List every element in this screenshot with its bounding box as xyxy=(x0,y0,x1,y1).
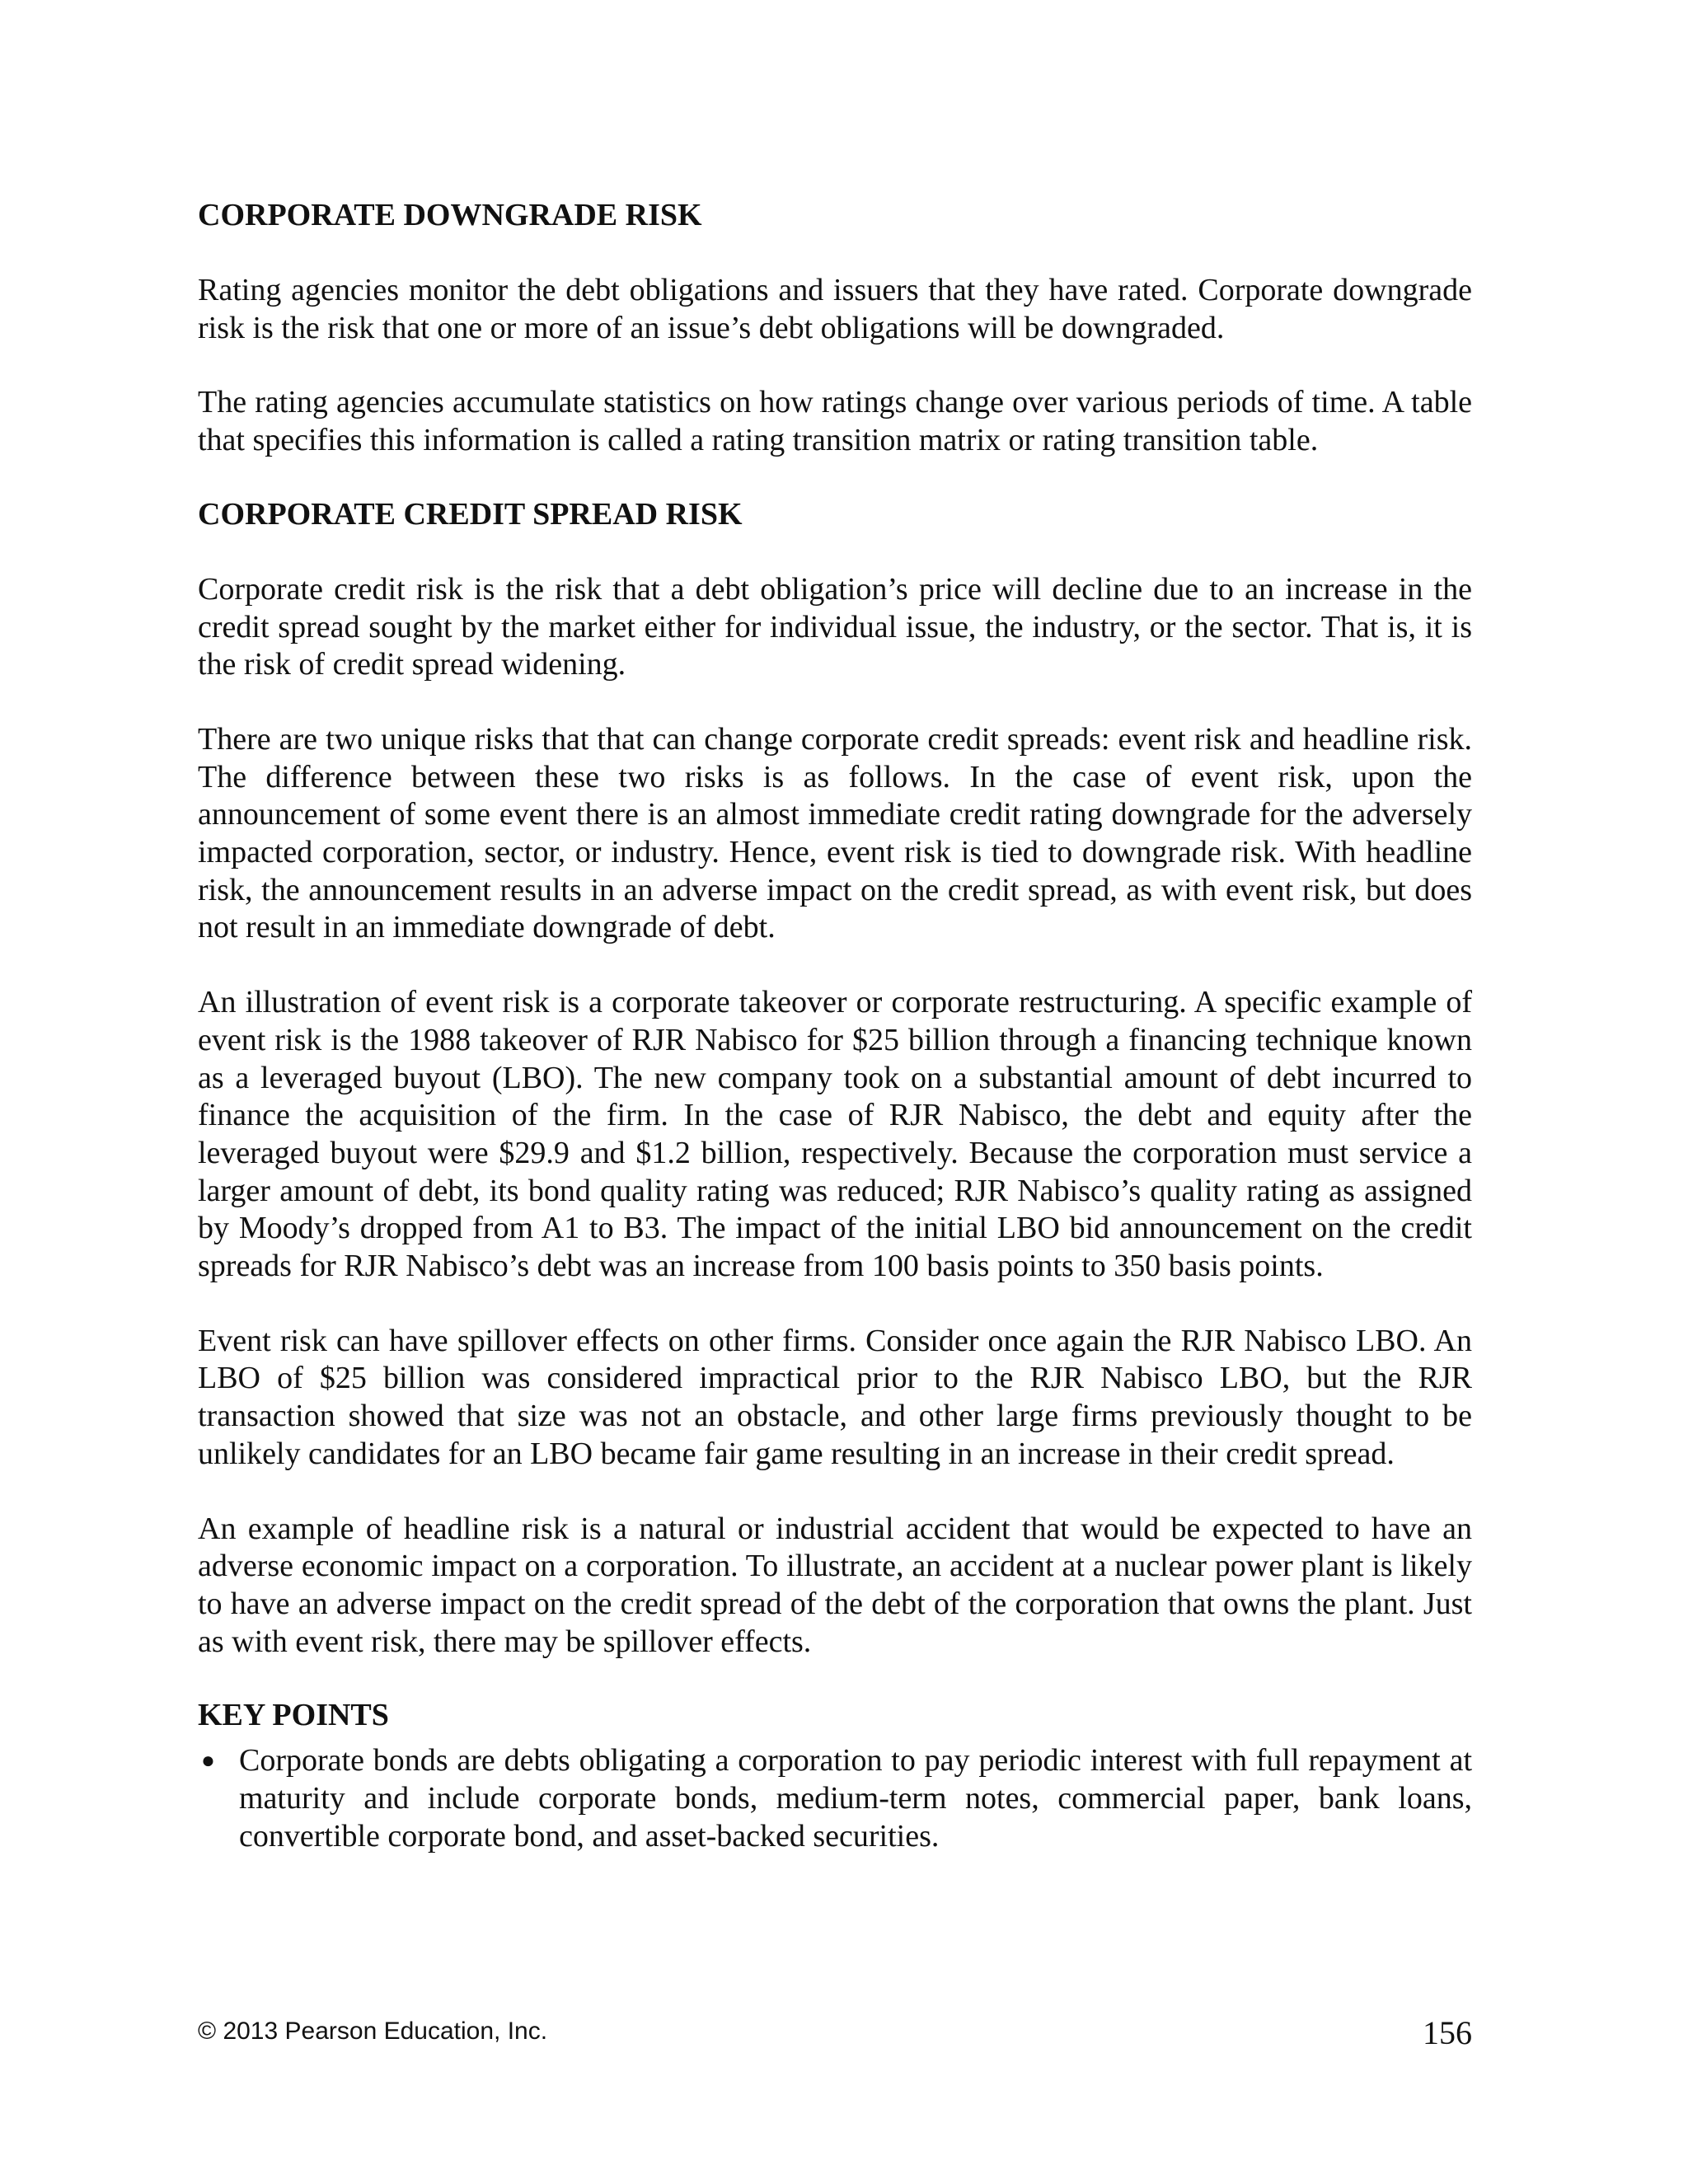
paragraph-spread-2: There are two unique risks that that can change corporate credit spreads: event risk and headline risk. The difference between these two risks is as follows. In the case of event risk, upon the announcement of some event there is an almost immediate credit rating downgrade for the adversely impacted corporation, sector, or industry. Hence, event risk is tied to downgrade risk. With headline risk, the announcement results in an adverse impact on the credit spread, as with event risk, but does not result in an immediate downgrade of debt. xyxy=(198,721,1472,945)
paragraph-downgrade-2: The rating agencies accumulate statistics on how ratings change over various periods of time. A table that specifies this information is called a rating transition matrix or rating transition table. xyxy=(198,385,1472,458)
paragraph-spread-3: An illustration of event risk is a corporate takeover or corporate restructuring. A specific example of event risk is the 1988 takeover of RJR Nabisco for $25 billion through a financing technique known as a leveraged buyout (LBO). The new company took on a substantial amount of debt incurred to finance the acquisition of the firm. In the case of RJR Nabisco, the debt and equity after the leveraged buyout were $29.9 and $1.2 billion, respectively. Because the corporation must service a larger amount of debt, its bond quality rating was reduced; RJR Nabisco’s quality rating as assigned by Moody’s dropped from A1 to B3. The impact of the initial LBO bid announcement on the credit spreads for RJR Nabisco’s debt was an increase from 100 basis points to 350 basis points. xyxy=(198,985,1472,1284)
section-heading-credit-spread-risk: CORPORATE CREDIT SPREAD RISK xyxy=(198,496,743,532)
section-heading-key-points: KEY POINTS xyxy=(198,1698,389,1733)
list-item xyxy=(198,1742,1472,1855)
bullet-icon: ● xyxy=(201,1748,215,1774)
paragraph-spread-4: Event risk can have spillover effects on other firms. Consider once again the RJR Nabisco LBO. An LBO of $25 billion was considered impractical prior to the RJR Nabisco LBO, but the RJR transaction showed that size was not an obstacle, and other large firms previously thought to be unlikely candidates for an LBO became fair game resulting in an increase in their credit spread. xyxy=(198,1323,1472,1471)
key-points-list xyxy=(198,1742,1472,1855)
footer-copyright: © 2013 Pearson Education, Inc. xyxy=(198,2018,548,2045)
paragraph-spread-5: An example of headline risk is a natural or industrial accident that would be expected to have an adverse economic impact on a corporation. To illustrate, an accident at a nuclear power plant is likely to have an adverse impact on the credit spread of the debt of the corporation that owns the plant. Just as with event risk, there may be spillover effects. xyxy=(198,1511,1472,1659)
paragraph-downgrade-1: Rating agencies monitor the debt obligations and issuers that they have rated. Corporate downgrade risk is the risk that one or more of an issue’s debt obligations will be downgraded. xyxy=(198,273,1472,345)
page-number: 156 xyxy=(1423,2014,1472,2051)
page-content xyxy=(198,196,1472,1856)
key-point-text: Corporate bonds are debts obligating a corporation to pay periodic interest with full repayment at maturity and include corporate bonds, medium-term notes, commercial paper, bank loans, convertible corporate bond, and asset-backed securities. xyxy=(239,1743,1472,1854)
section-heading-downgrade-risk: CORPORATE DOWNGRADE RISK xyxy=(198,198,702,232)
paragraph-spread-1: Corporate credit risk is the risk that a debt obligation’s price will decline due to an increase in the credit spread sought by the market either for individual issue, the industry, or the sector. That is, it is the risk of credit spread widening. xyxy=(198,571,1472,682)
